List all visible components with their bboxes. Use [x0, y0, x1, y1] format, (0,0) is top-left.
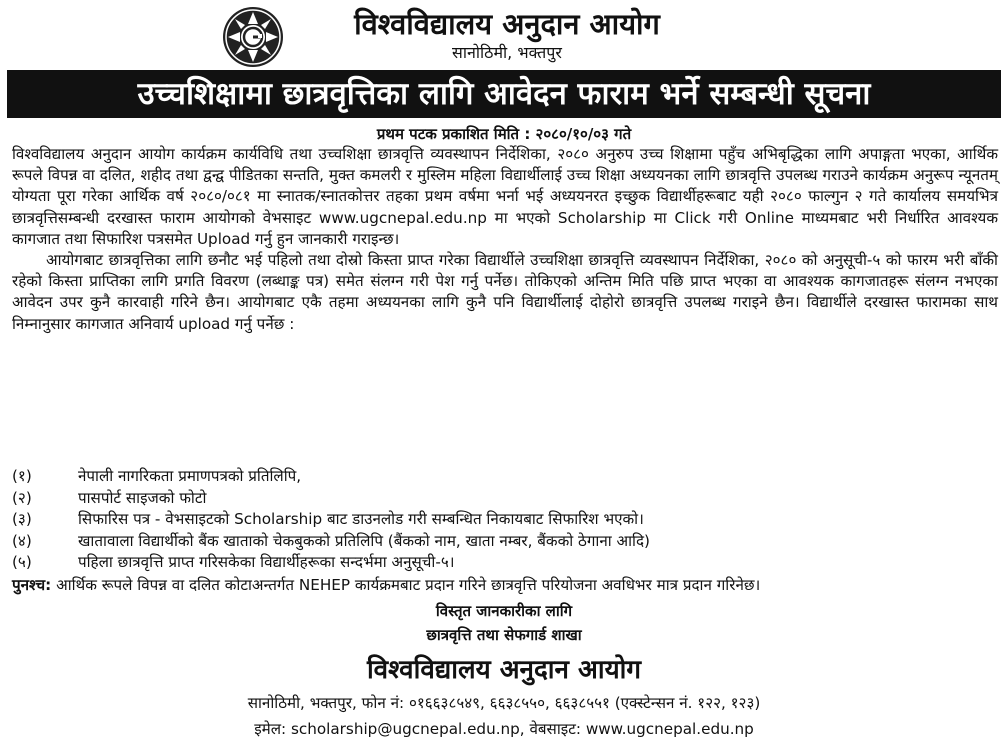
postscript: [12, 574, 998, 596]
list-item-number: (३): [12, 510, 32, 528]
notice-paragraph-2: आयोगबाट छात्रवृत्तिका लागि छनौट भई पहिलो तथा दोस्रो किस्ता प्राप्त गरेका विद्यार्थीले उच्चशिक्षा छात्रवृत्ति व्यवस्थापन निर्देशिका, २०८० को अनुसूची-५ को फारम भरी बाँकी रहेको किस्ता प्राप्तिका लागि प्रगति विवरण (लब्धाङ्क पत्र) समेत संलग्न गरी पेश गर्नु पर्नेछ। तोकिएको अन्तिम मिति पछि प्राप्त भएका वा आवश्यक कागजातहरू संलग्न नभएका आवेदन उपर कुनै कारवाही गरिने छैन। आयोगबाट एकै तहमा अध्ययनका लागि कुनै पनि विद्यार्थीलाई दोहोरो छात्रवृत्ति उपलब्ध गराइने छैन। विद्यार्थीले दरखास्त फारामका साथ निम्नानुसार कागजात अनिवार्य upload गर्नु पर्नेछ :: [12, 251, 999, 333]
org-name-heading: विश्वविद्यालय अनुदान आयोग: [354, 7, 660, 41]
list-item: [12, 552, 998, 574]
org-address: सानोठिमी, भक्तपुर: [452, 43, 562, 62]
ugc-emblem-icon: [222, 6, 284, 68]
list-item-number: (५): [12, 553, 32, 571]
notice-title-banner: उच्चशिक्षामा छात्रवृत्तिका लागि आवेदन फाराम भर्ने सम्बन्धी सूचना: [7, 70, 1001, 118]
list-item-text: खातावाला विद्यार्थीको बैंक खाताको चेकबुकको प्रतिलिपि (बैंकको नाम, खाता नम्बर, बैंकको ठेगाना आदि): [78, 531, 650, 550]
list-item: [12, 488, 998, 510]
list-item: [12, 466, 998, 488]
list-item: [12, 509, 998, 531]
postscript-label: पुनश्च:: [12, 576, 52, 594]
footer-contact: सानोठिमी, भक्तपुर, फोन नं: ०१६६३८५४९, ६६३८५५०, ६६३८५५१ (एक्स्टेन्सन नं. १२२, १२३): [247, 694, 761, 712]
list-item-number: (२): [12, 488, 32, 507]
section-name: छात्रवृत्ति तथा सेफगार्ड शाखा: [426, 626, 582, 644]
requirements-list: [12, 466, 998, 574]
list-item-text: पहिला छात्रवृत्ति प्राप्त गरिसकेका विद्यार्थीहरूका सन्दर्भमा अनुसूची-५।: [78, 553, 455, 571]
list-item-number: (४): [12, 531, 32, 550]
list-item-text: नेपाली नागरिकता प्रमाणपत्रको प्रतिलिपि,: [78, 467, 302, 485]
published-date: प्रथम पटक प्रकाशित मिति : २०८०/१०/०३ गते: [376, 125, 632, 143]
postscript-text: आर्थिक रूपले विपन्न वा दलित कोटाअन्तर्गत NEHEP कार्यक्रमबाट प्रदान गरिने छात्रवृत्ति परियोजना अवधिभर मात्र प्रदान गरिनेछ।: [56, 576, 761, 594]
list-item: [12, 531, 998, 553]
footer-email-website: इमेल: scholarship@ugcnepal.edu.np, वेबसाइट: www.ugcnepal.edu.np: [254, 720, 754, 738]
footer-org-name: विश्वविद्यालय अनुदान आयोग: [366, 655, 642, 685]
more-info-heading: विस्तृत जानकारीका लागि: [435, 602, 573, 620]
notice-body: [12, 144, 998, 335]
notice-paragraph-1: विश्वविद्यालय अनुदान आयोग कार्यक्रम कार्यविधि तथा उच्चशिक्षा छात्रवृत्ति व्यवस्थापन निर्देशिका, २०८० अनुरुप उच्च शिक्षामा पहुँच अभिबृद्धिका लागि अपाङ्गता भएका, आर्थिक रूपले विपन्न वा दलित, शहीद तथा द्वन्द्व पीडितका सन्तति, मुक्त कमलरी र मुस्लिम महिला विद्यार्थीलाई उच्च शिक्षा अध्ययनका लागि छात्रवृत्ति उपलब्ध गराउने कार्यक्रम अनुरूप न्यूनतम् योग्यता पूरा गरेका आर्थिक वर्ष २०८०/०८१ मा स्नातक/स्नातकोत्तर तहका प्रथम वर्षमा भर्ना भई अध्ययनरत इच्छुक विद्यार्थीहरूबाट यही २०८० फाल्गुन २ गते कार्यालय समयभित्र छात्रवृत्तिसम्बन्धी दरखास्त फाराम आयोगको वेभसाइट www.ugcnepal.edu.np मा भएको Scholarship मा Click गरी Online माध्यमबाट भरी निर्धारित आवश्यक कागजात तथा सिफारिश पत्रसमेत Upload गर्नु हुन जानकारी गराइन्छ।: [12, 145, 998, 248]
list-item-text: सिफारिस पत्र - वेभसाइटको Scholarship बाट डाउनलोड गरी सम्बन्धित निकायबाट सिफारिश भएको।: [78, 510, 644, 528]
list-item-number: (१): [12, 467, 32, 485]
list-item-text: पासपोर्ट साइजको फोटो: [78, 488, 207, 507]
